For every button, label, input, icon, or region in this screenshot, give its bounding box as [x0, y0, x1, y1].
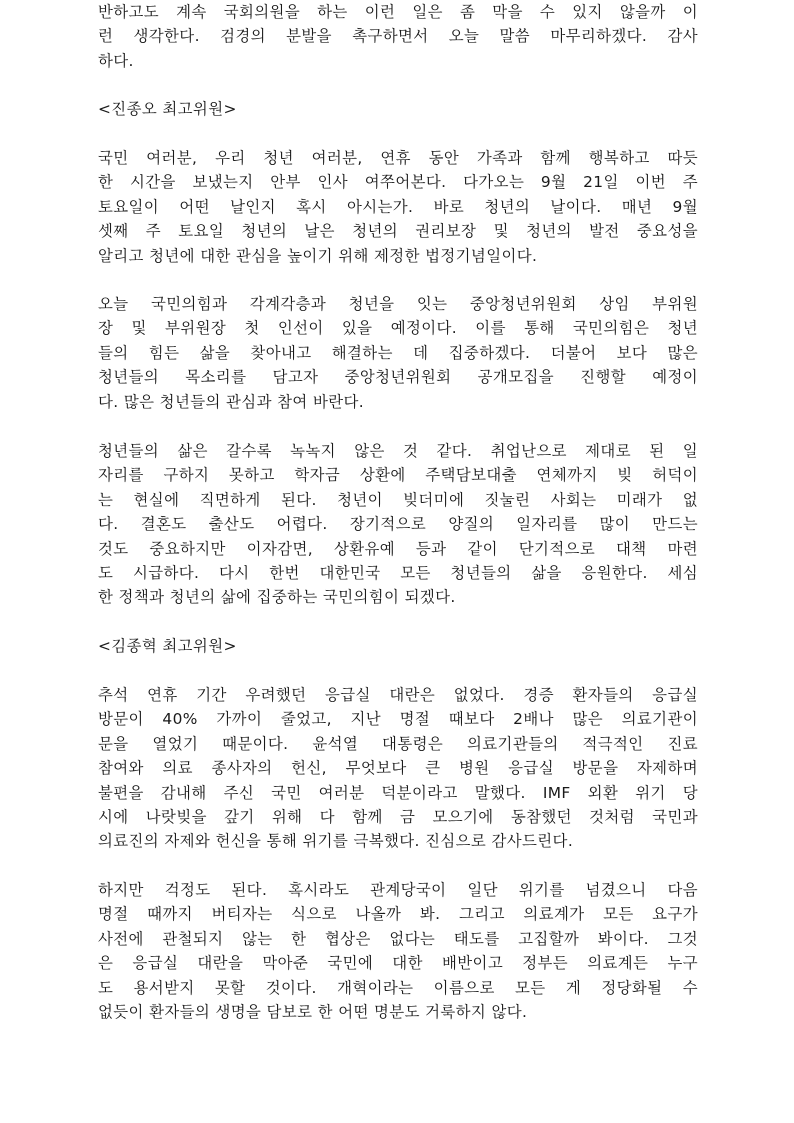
paragraph	[98, 146, 698, 268]
text-line: 불편을 감내해 주신 국민 여러분 덕분이라고 말했다. IMF 외환 위기 당	[98, 783, 698, 802]
intro-paragraph	[98, 0, 698, 73]
text-line: 토요일이 어떤 날인지 혹시 아시는가. 바로 청년의 날이다. 매년 9월	[98, 197, 698, 216]
text-line: 청년들의 목소리를 담고자 중앙청년위원회 공개모집을 진행할 예정이	[98, 368, 698, 387]
speaker-heading	[98, 634, 698, 658]
text-line: 반하고도 계속 국회의원을 하는 이런 일은 좀 막을 수 있지 않을까 이	[98, 3, 698, 21]
text-line: 의료진의 자제와 헌신을 통해 위기를 극복했다. 진심으로 감사드린다.	[98, 832, 574, 851]
text-line: 는 현실에 직면하게 된다. 청년이 빚더미에 짓눌린 사회는 미래가 없	[98, 490, 698, 509]
paragraph	[98, 683, 698, 854]
text-line: 청년들의 삶은 갈수록 녹녹지 않은 것 같다. 취업난으로 제대로 된 일	[98, 442, 698, 460]
text-line: 없듯이 환자들의 생명을 담보로 한 어떤 명분도 거룩하지 않다.	[98, 1002, 528, 1021]
text-line: 은 응급실 대란을 막아준 국민에 대한 배반이고 정부든 의료계든 누구	[98, 954, 698, 973]
text-line: 장 및 부위원장 첫 인선이 있을 예정이다. 이를 통해 국민의힘은 청년	[98, 319, 698, 338]
text-line: 런 생각한다. 검경의 분발을 촉구하면서 오늘 말씀 마무리하겠다. 감사	[98, 27, 698, 46]
text-line: 셋째 주 토요일 청년의 날은 청년의 권리보장 및 청년의 발전 중요성을	[98, 222, 698, 241]
speaker-heading-text: <김종혁 최고위원>	[98, 637, 237, 655]
text-line: 오늘 국민의힘과 각계각층과 청년을 잇는 중앙청년위원회 상임 부위원	[98, 295, 698, 313]
text-line: 참여와 의료 종사자의 헌신, 무엇보다 큰 병원 응급실 방문을 자제하며	[98, 759, 698, 778]
text-line: 하지만 걱정도 된다. 혹시라도 관계당국이 일단 위기를 넘겼으니 다음	[98, 881, 698, 899]
text-line: 하다.	[98, 51, 134, 70]
text-line: 알리고 청년에 대한 관심을 높이기 위해 제정한 법정기념일이다.	[98, 246, 538, 265]
text-line: 사전에 관철되지 않는 한 협상은 없다는 태도를 고집할까 봐이다. 그것	[98, 929, 698, 948]
text-line: 다. 결혼도 출산도 어렵다. 장기적으로 양질의 일자리를 많이 만드는	[98, 515, 698, 534]
paragraph	[98, 292, 698, 414]
paragraph	[98, 878, 698, 1024]
speaker-heading-text: <진종오 최고위원>	[98, 100, 237, 118]
text-line: 도 용서받지 못할 것이다. 개혁이라는 이름으로 모든 게 정당화될 수	[98, 978, 698, 997]
text-line: 방문이 40% 가까이 줄었고, 지난 명절 때보다 2배나 많은 의료기관이	[98, 710, 698, 729]
text-line: 도 시급하다. 다시 한번 대한민국 모든 청년들의 삶을 응원한다. 세심	[98, 563, 698, 582]
text-line: 시에 나랏빚을 갚기 위해 다 함께 금 모으기에 동참했던 것처럼 국민과	[98, 807, 698, 826]
speaker-heading	[98, 97, 698, 121]
text-line: 국민 여러분, 우리 청년 여러분, 연휴 동안 가족과 함께 행복하고 따듯	[98, 149, 698, 167]
text-line: 문을 열었기 때문이다. 윤석열 대통령은 의료기관들의 적극적인 진료	[98, 734, 698, 753]
text-line: 들의 힘든 삶을 찾아내고 해결하는 데 집중하겠다. 더불어 보다 많은	[98, 343, 698, 362]
text-line: 명절 때까지 버티자는 식으로 나올까 봐. 그리고 의료계가 모든 요구가	[98, 905, 698, 924]
text-line: 자리를 구하지 못하고 학자금 상환에 주택담보대출 연체까지 빚 허덕이	[98, 466, 698, 485]
text-line: 추석 연휴 기간 우려했던 응급실 대란은 없었다. 경증 환자들의 응급실	[98, 686, 698, 704]
text-line: 한 정책과 청년의 삶에 집중하는 국민의힘이 되겠다.	[98, 588, 456, 607]
text-line: 것도 중요하지만 이자감면, 상환유예 등과 같이 단기적으로 대책 마련	[98, 539, 698, 558]
text-line: 다. 많은 청년들의 관심과 참여 바란다.	[98, 392, 365, 411]
text-line: 한 시간을 보냈는지 안부 인사 여쭈어본다. 다가오는 9월 21일 이번 주	[98, 173, 698, 192]
paragraph	[98, 439, 698, 610]
